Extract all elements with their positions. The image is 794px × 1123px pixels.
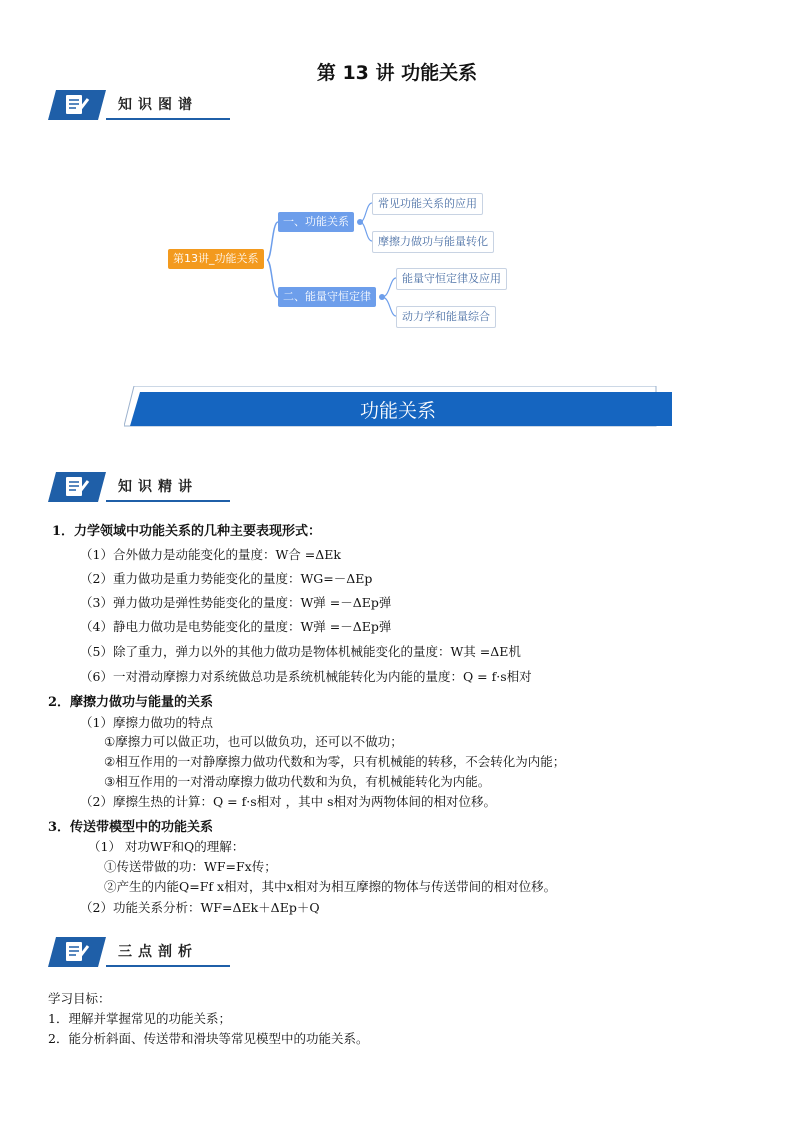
- mindmap-leaf: 能量守恒定律及应用: [396, 268, 507, 290]
- mindmap-leaf: 摩擦力做功与能量转化: [372, 231, 494, 253]
- section-label: 知识图谱: [118, 97, 198, 113]
- heading-1: 1．力学领域中功能关系的几种主要表现形式：: [52, 524, 322, 539]
- banner-title: 功能关系: [359, 400, 436, 422]
- list-item: ②产生的内能Q=Ff x相对，其中x相对为相互摩擦的物体与传送带间的相对位移。: [104, 879, 557, 894]
- list-item: ②相互作用的一对静摩擦力做功代数和为零，只有机械能的转移，不会转化为内能；: [104, 754, 566, 769]
- subheading: （1）摩擦力做功的特点: [80, 715, 213, 730]
- section-banner: [124, 386, 672, 430]
- mindmap-branch-2: 二、能量守恒定律: [278, 287, 376, 307]
- list-item: （1）合外做力是动能变化的量度：W合 =ΔEk: [80, 547, 341, 562]
- section-label: 知识精讲: [118, 479, 198, 495]
- divider: [106, 118, 230, 120]
- page-title: 第 13 讲 功能关系: [316, 62, 478, 84]
- heading-3: 3．传送带模型中的功能关系: [48, 820, 214, 835]
- list-item: （4）静电力做功是电势能变化的量度：W弹 =－ΔEp弹: [80, 619, 392, 634]
- list-item: （3）弹力做功是弹性势能变化的量度：W弹 =－ΔEp弹: [80, 595, 392, 610]
- subheading: （1） 对功WF和Q的理解：: [88, 839, 245, 854]
- section-label: 三点剖析: [118, 944, 198, 960]
- divider: [106, 500, 230, 502]
- subheading: （2）摩擦生热的计算：Q = f·s相对 ，其中 s相对为两物体间的相对位移。: [80, 794, 496, 809]
- section-header-knowledge-map: [48, 90, 230, 124]
- list-item: ①传送带做的功：WF=Fx传；: [104, 859, 277, 874]
- mindmap-leaf: 常见功能关系的应用: [372, 193, 483, 215]
- divider: [106, 965, 230, 967]
- list-item: （6）一对滑动摩擦力对系统做总功是系统机械能转化为内能的量度：Q = f·s相对: [80, 669, 532, 684]
- mindmap-root: 第13讲_功能关系: [168, 249, 264, 269]
- section-header-three-points: [48, 937, 230, 971]
- mindmap-branch-1: 一、功能关系: [278, 212, 354, 232]
- list-item: （5）除了重力，弹力以外的其他力做功是物体机械能变化的量度：W其 =ΔE机: [80, 644, 521, 659]
- goal-item: 2．能分析斜面、传送带和滑块等常见模型中的功能关系。: [48, 1031, 369, 1046]
- goals-label: 学习目标：: [48, 991, 111, 1006]
- notepad-pencil-icon: [48, 90, 106, 120]
- list-item: ③相互作用的一对滑动摩擦力做功代数和为负，有机械能转化为内能。: [104, 774, 491, 789]
- heading-2: 2．摩擦力做功与能量的关系: [48, 695, 214, 710]
- list-item: （2）重力做功是重力势能变化的量度：WG=－ΔEp: [80, 571, 373, 586]
- notepad-pencil-icon: [48, 472, 106, 502]
- goal-item: 1．理解并掌握常见的功能关系；: [48, 1011, 231, 1026]
- section-header-knowledge-explain: [48, 472, 230, 506]
- list-item: ①摩擦力可以做正功，也可以做负功，还可以不做功；: [104, 734, 403, 749]
- subheading: （2）功能关系分析：WF=ΔEk＋ΔEp＋Q: [80, 900, 320, 915]
- mindmap-leaf: 动力学和能量综合: [396, 306, 496, 328]
- notepad-pencil-icon: [48, 937, 106, 967]
